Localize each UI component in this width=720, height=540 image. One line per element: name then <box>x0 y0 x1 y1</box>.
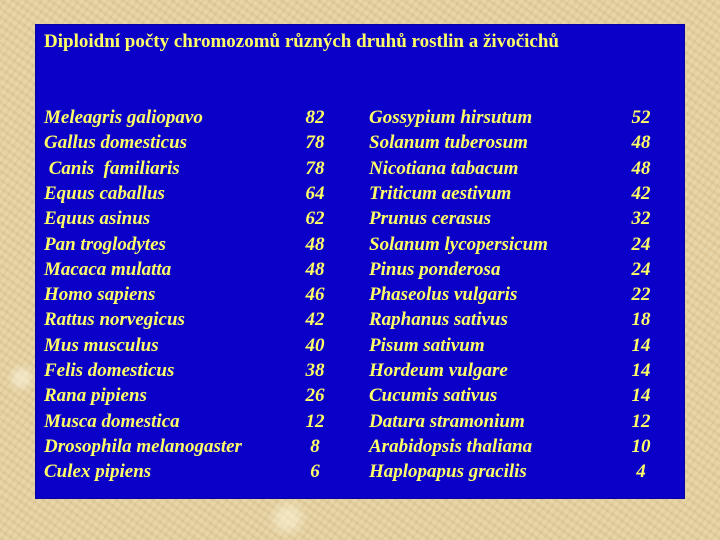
chromosome-table-panel <box>36 25 684 498</box>
plant-chromosome-count: 22 <box>631 284 651 306</box>
slide-title: Diploidní počty chromozomů různých druhů rostlin a živočichů <box>44 31 559 52</box>
animal-species: Canis familiaris <box>44 157 180 179</box>
plant-species: Raphanus sativus <box>369 309 508 331</box>
animal-chromosome-count: 82 <box>305 107 325 128</box>
animal-chromosome-count: 62 <box>305 208 325 230</box>
plant-chromosome-count: 14 <box>631 385 651 407</box>
plant-species: Prunus cerasus <box>369 208 491 230</box>
animal-species: Equus asinus <box>44 208 151 230</box>
animal-species: Homo sapiens <box>44 284 156 306</box>
animal-chromosome-count: 78 <box>305 157 325 179</box>
plant-species: Phaseolus vulgaris <box>369 284 518 306</box>
plant-chromosome-count: 14 <box>631 334 651 356</box>
animal-chromosome-count: 78 <box>305 132 325 154</box>
plant-species: Nicotiana tabacum <box>369 157 519 179</box>
plant-species: Pinus ponderosa <box>369 258 501 280</box>
plant-chromosome-count: 48 <box>631 157 651 179</box>
plant-chromosome-count: 42 <box>631 182 651 204</box>
plant-species: Datura stramonium <box>369 410 525 432</box>
animal-species: Macaca mulatta <box>44 258 172 280</box>
animal-chromosome-count: 6 <box>310 461 320 483</box>
plant-species: Cucumis sativus <box>369 385 498 407</box>
animal-species: Musca domestica <box>44 410 180 432</box>
animal-chromosome-count: 12 <box>305 410 325 432</box>
plant-chromosome-count: 18 <box>631 309 651 331</box>
animal-chromosome-count: 8 <box>310 435 320 457</box>
plant-species: Gossypium hirsutum <box>369 107 533 128</box>
animal-chromosome-count: 38 <box>305 360 325 381</box>
animal-chromosome-count: 48 <box>305 233 325 255</box>
plant-chromosome-count: 52 <box>631 107 651 128</box>
plant-chromosome-count: 14 <box>631 360 651 381</box>
animal-species: Rana pipiens <box>44 385 147 407</box>
animal-species: Rattus norvegicus <box>44 309 185 331</box>
animal-species: Meleagris galiopavo <box>44 107 203 128</box>
plant-chromosome-count: 12 <box>631 410 651 432</box>
animal-species: Pan troglodytes <box>44 233 166 255</box>
animal-species: Mus musculus <box>44 334 159 356</box>
plant-chromosome-count: 24 <box>631 233 651 255</box>
animal-chromosome-count: 46 <box>305 284 325 306</box>
plant-species: Solanum lycopersicum <box>369 233 548 255</box>
plant-species: Haplopapus gracilis <box>369 461 527 483</box>
animal-chromosome-count: 64 <box>305 182 325 204</box>
plant-chromosome-count: 24 <box>631 258 651 280</box>
animal-chromosome-count: 26 <box>305 385 325 407</box>
plant-species: Pisum sativum <box>369 334 485 356</box>
plant-chromosome-count: 48 <box>631 132 651 154</box>
animal-species: Equus caballus <box>44 182 165 204</box>
plant-chromosome-count: 32 <box>631 208 651 230</box>
plant-chromosome-count: 4 <box>636 461 646 483</box>
plant-species: Hordeum vulgare <box>369 360 508 381</box>
plant-species: Arabidopsis thaliana <box>369 435 533 457</box>
plant-species: Triticum aestivum <box>369 182 512 204</box>
animal-species: Culex pipiens <box>44 461 152 483</box>
animal-species: Gallus domesticus <box>44 132 188 154</box>
animal-species: Felis domesticus <box>44 360 175 381</box>
plant-species: Solanum tuberosum <box>369 132 528 154</box>
animal-species: Drosophila melanogaster <box>44 435 242 457</box>
plant-chromosome-count: 10 <box>631 435 651 457</box>
animal-chromosome-count: 42 <box>305 309 325 331</box>
animal-chromosome-count: 40 <box>305 334 325 356</box>
animal-chromosome-count: 48 <box>305 258 325 280</box>
